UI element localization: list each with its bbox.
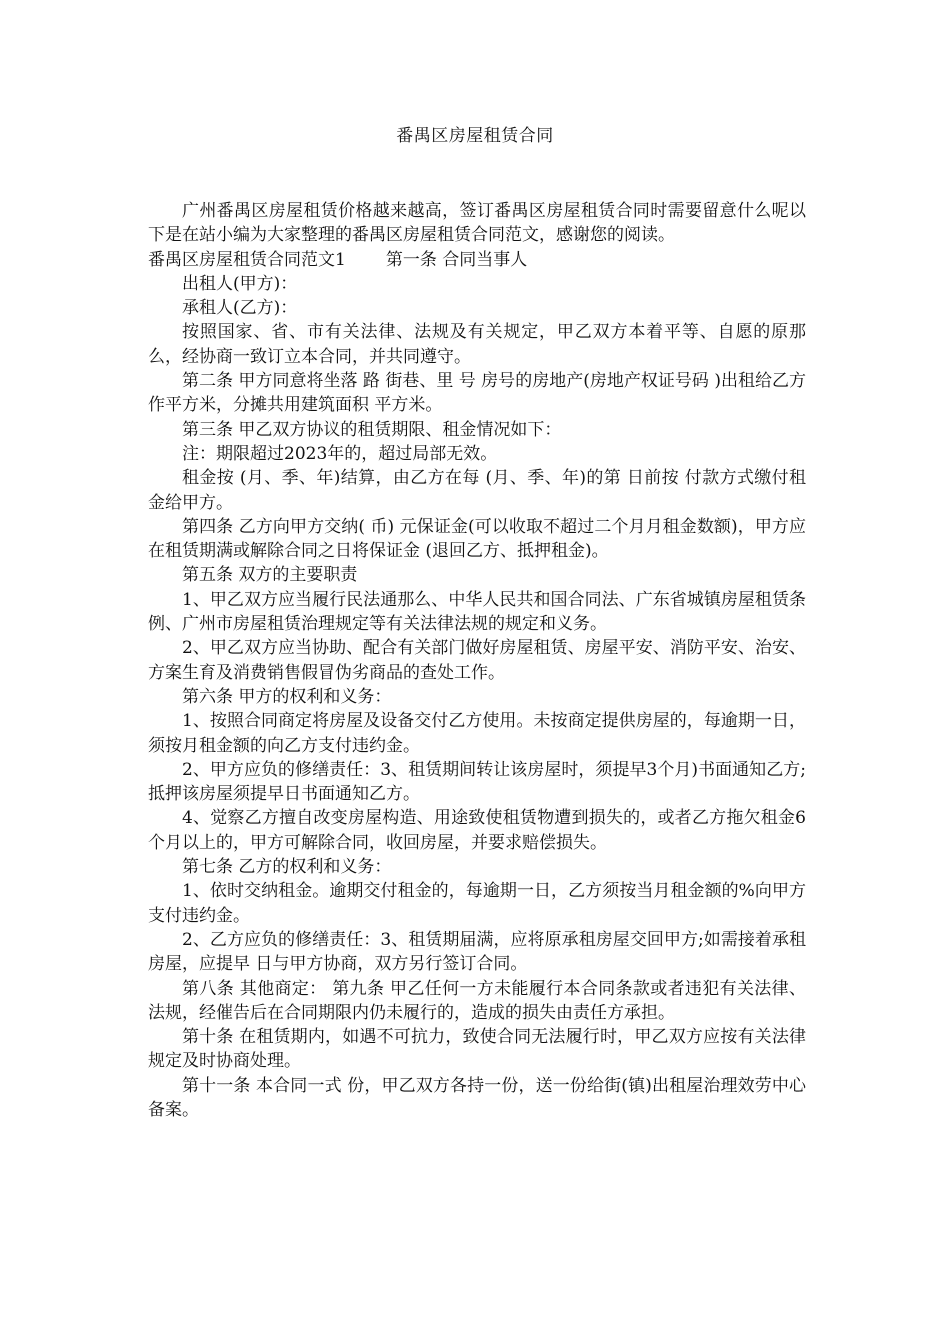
paragraph-note: 注：期限超过2023年的，超过局部无效。	[182, 443, 498, 464]
paragraph-clause-3: 第三条 甲乙双方协议的租赁期限、租金情况如下：	[182, 419, 562, 440]
paragraph-clause-5-item-2: 2、甲乙双方应当协助、配合有关部门做好房屋租赁、房屋平安、消防平安、治安、方案生育及消费销售假冒伪劣商品的查处工作。	[148, 638, 806, 683]
document-title: 番禺区房屋租赁合同	[396, 126, 554, 146]
paragraph-clause-11: 第十一条 本合同一式 份，甲乙双方各持一份，送一份给街(镇)出租屋治理效劳中心备案。	[148, 1075, 806, 1120]
paragraph-principle: 按照国家、省、市有关法律、法规及有关规定，甲乙双方本着平等、自愿的原那么，经协商一致订立本合同，并共同遵守。	[148, 322, 806, 367]
paragraph-clause-7-item-1: 1、依时交纳租金。逾期交付租金的，每逾期一日，乙方须按当月租金额的%向甲方支付违约金。	[148, 881, 806, 926]
paragraph-intro: 广州番禺区房屋租赁价格越来越高，签订番禺区房屋租赁合同时需要留意什么呢以下是在站小编为大家整理的番禺区房屋租赁合同范文，感谢您的阅读。	[148, 201, 806, 246]
paragraph-clause-7: 第七条 乙方的权利和义务：	[182, 857, 392, 878]
paragraph-clause-8-9: 第八条 其他商定： 第九条 甲乙任何一方未能履行本合同条款或者违犯有关法律、法规，经催告后在合同期限内仍未履行的，造成的损失由责任方承担。	[148, 978, 806, 1023]
clause-title: 第一条 合同当事人	[385, 249, 528, 270]
paragraph-lessee: 承租人(乙方)：	[182, 298, 298, 319]
document-body	[148, 199, 806, 1122]
paragraph-lessor: 出租人(甲方)：	[182, 273, 298, 294]
paragraph-clause-4: 第四条 乙方向甲方交纳( 币) 元保证金(可以收取不超过二个月月租金数额)，甲方应在租赁期满或解除合同之日将保证金 (退回乙方、抵押租金)。	[148, 516, 806, 562]
paragraph-clause-10: 第十条 在租赁期内，如遇不可抗力，致使合同无法履行时，甲乙双方应按有关法律规定及时协商处理。	[148, 1027, 806, 1072]
paragraph-clause-6-item-1: 1、按照合同商定将房屋及设备交付乙方使用。未按商定提供房屋的，每逾期一日，须按月租金额的向乙方支付违约金。	[148, 711, 806, 756]
paragraph-clause-6-item-2: 2、甲方应负的修缮责任：3、租赁期间转让该房屋时，须提早3个月)书面通知乙方;抵押该房屋须提早日书面通知乙方。	[148, 759, 806, 805]
paragraph-section-header	[148, 248, 806, 272]
paragraph-clause-2: 第二条 甲方同意将坐落 路 街巷、里 号 房号的房地产(房地产权证号码 )出租给乙方作平方米，分摊共用建筑面积 平方米。	[148, 371, 806, 416]
paragraph-rent: 租金按 (月、季、年)结算，由乙方在每 (月、季、年)的第 日前按 付款方式缴付租金给甲方。	[148, 468, 806, 513]
paragraph-clause-5-item-1: 1、甲乙双方应当履行民法通那么、中华人民共和国合同法、广东省城镇房屋租赁条例、广州市房屋租赁治理规定等有关法律法规的规定和义务。	[148, 589, 806, 635]
paragraph-clause-6: 第六条 甲方的权利和义务：	[182, 686, 392, 707]
paragraph-clause-5: 第五条 双方的主要职责	[182, 565, 358, 586]
paragraph-clause-7-item-2: 2、乙方应负的修缮责任：3、租赁期届满，应将原承租房屋交回甲方;如需接着承租房屋，应提早 日与甲方协商，双方另行签订合同。	[148, 929, 806, 975]
paragraph-clause-6-item-4: 4、觉察乙方擅自改变房屋构造、用途致使租赁物遭到损失的，或者乙方拖欠租金6个月以上的，甲方可解除合同，收回房屋，并要求赔偿损失。	[148, 808, 806, 853]
section-title: 番禺区房屋租赁合同范文1	[148, 249, 346, 270]
